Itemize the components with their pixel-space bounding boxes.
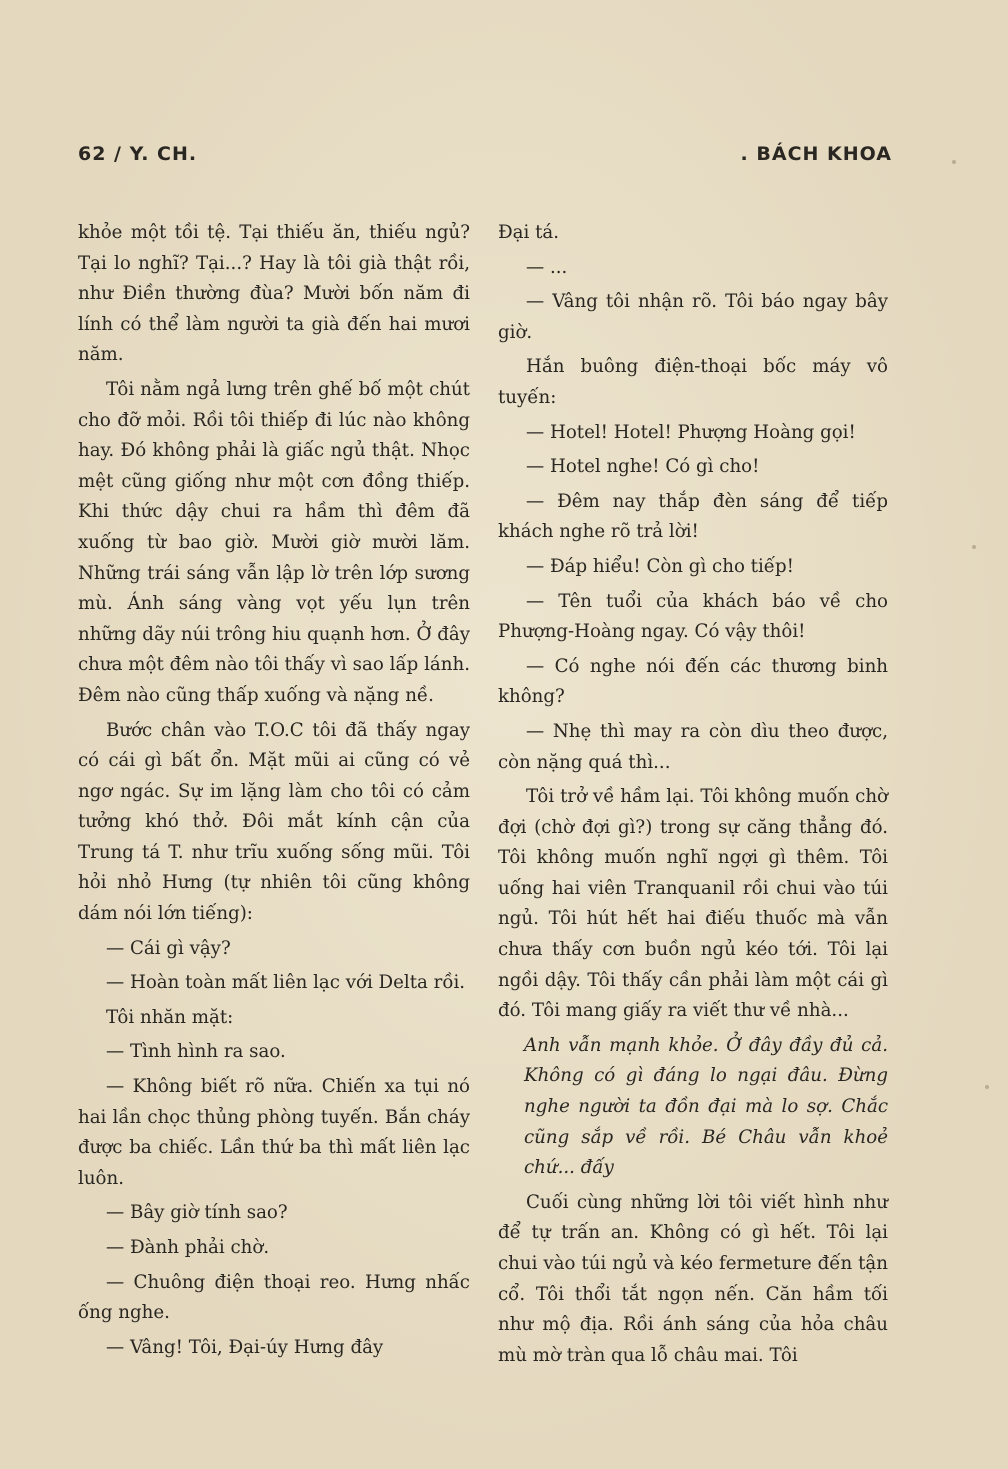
dialog-line: — Vâng! Tôi, Đại-úy Hưng đây bbox=[106, 1336, 384, 1358]
dialog-line: — Đành phải chờ. bbox=[106, 1237, 270, 1258]
dialog-line: — ... bbox=[526, 256, 568, 278]
dialog-line: — Có nghe nói đến các thương binh không? bbox=[498, 655, 888, 708]
paragraph: Cuối cùng những lời tôi viết hình như để tự trấn an. Không có gì hết. Tôi lại chui vào túi ngủ và kéo fermeture đến tận cổ. Tôi thổi tắt ngọn nến. Căn hầm tối như mộ địa. Rồi ánh sáng của hỏa châu mù mờ tràn qua lỗ châu mai. Tôi bbox=[498, 1191, 888, 1366]
dialog-line: — Cái gì vậy? bbox=[106, 937, 231, 959]
paragraph: Bước chân vào T.O.C tôi đã thấy ngay có cái gì bất ổn. Mặt mũi ai cũng có vẻ ngơ ngác. Sự im lặng làm cho tôi có cảm tưởng khó thở. Đôi mắt kính cận của Trung tá T. như trĩu xuống sống mũi. Tôi hỏi nhỏ Hưng (tự nhiên tôi cũng không dám nói lớn tiếng): bbox=[78, 719, 470, 925]
dialog-line: — Đáp hiểu! Còn gì cho tiếp! bbox=[526, 555, 794, 577]
magazine-title: . BÁCH KHOA bbox=[740, 143, 892, 165]
paragraph: Tôi nhăn mặt: bbox=[106, 1006, 234, 1028]
dialog-line: — Đêm nay thắp đèn sáng để tiếp khách nghe rõ trả lời! bbox=[498, 490, 888, 543]
paper-speck bbox=[985, 1085, 989, 1089]
dialog-line: — Vâng tôi nhận rõ. Tôi báo ngay bây giờ. bbox=[498, 291, 888, 343]
paper-speck bbox=[972, 545, 976, 549]
dialog-line: — Chuông điện thoại reo. Hưng nhấc ống nghe. bbox=[78, 1271, 470, 1324]
paragraph: Tôi nằm ngả lưng trên ghế bố một chút cho đỡ mỏi. Rồi tôi thiếp đi lúc nào không hay. Đó không phải là giấc ngủ thật. Nhọc mệt cũng giống như một cơn đồng thiếp. Khi thức dậy chui ra hầm thì đêm đã xuống từ bao giờ. Mười giờ mười lăm. Những trái sáng vẫn lập lờ trên lớp sương mù. Ánh sáng vàng vọt yếu lụn trên những dãy núi trông hiu quạnh hơn. Ở đây chưa một đêm nào tôi thấy vì sao lấp lánh. Đêm nào cũng thấp xuống và nặng nề. bbox=[78, 378, 470, 706]
paper-speck bbox=[952, 160, 956, 164]
dialog-line: — Không biết rõ nữa. Chiến xa tụi nó hai lần chọc thủng phòng tuyến. Bắn cháy được ba chiếc. Lần thứ ba thì mất liên lạc luôn. bbox=[78, 1076, 470, 1189]
page-number-author: 62 / Y. CH. bbox=[78, 143, 198, 165]
paragraph: khỏe một tồi tệ. Tại thiếu ăn, thiếu ngủ? Tại lo nghĩ? Tại...? Hay là tôi già thật rồi, như Điền thường đùa? Mười bốn năm đi lính có thể làm người ta già đến hai mươi năm. bbox=[78, 222, 470, 366]
right-column bbox=[498, 218, 888, 1375]
paragraph: Hắn buông điện-thoại bốc máy vô tuyến: bbox=[498, 356, 888, 408]
paragraph: Tôi trở về hầm lại. Tôi không muốn chờ đợi (chờ đợi gì?) trong sự căng thẳng đó. Tôi không muốn nghĩ ngợi gì thêm. Tôi uống hai viên Tranquanil rồi chui vào túi ngủ. Tôi hút hết hai điếu thuốc mà vẫn chưa thấy cơn buồn ngủ kéo tới. Tôi lại ngồi dậy. Tôi thấy cần phải làm một cái gì đó. Tôi mang giấy ra viết thư về nhà... bbox=[498, 786, 888, 1022]
dialog-line: — Hoàn toàn mất liên lạc với Delta rồi. bbox=[106, 972, 466, 994]
dialog-line: — Tên tuổi của khách báo về cho Phượng-Hoàng ngay. Có vậy thôi! bbox=[498, 590, 888, 643]
dialog-line: — Hotel! Hotel! Phượng Hoàng gọi! bbox=[526, 421, 856, 443]
left-column bbox=[78, 218, 470, 1367]
page-header bbox=[78, 143, 892, 173]
paragraph: Đại tá. bbox=[498, 222, 560, 243]
dialog-line: — Tình hình ra sao. bbox=[106, 1041, 286, 1063]
letter-quote: Anh vẫn mạnh khỏe. Ở đây đầy đủ cả. Không có gì đáng lo ngại đâu. Đừng nghe người ta đồn đại mà lo sợ. Chắc cũng sắp về rồi. Bé Châu vẫn khoẻ chứ... đấy bbox=[524, 1034, 888, 1179]
dialog-line: — Nhẹ thì may ra còn dìu theo được, còn nặng quá thì... bbox=[498, 720, 888, 773]
dialog-line: — Hotel nghe! Có gì cho! bbox=[526, 456, 760, 478]
dialog-line: — Bây giờ tính sao? bbox=[106, 1202, 288, 1224]
